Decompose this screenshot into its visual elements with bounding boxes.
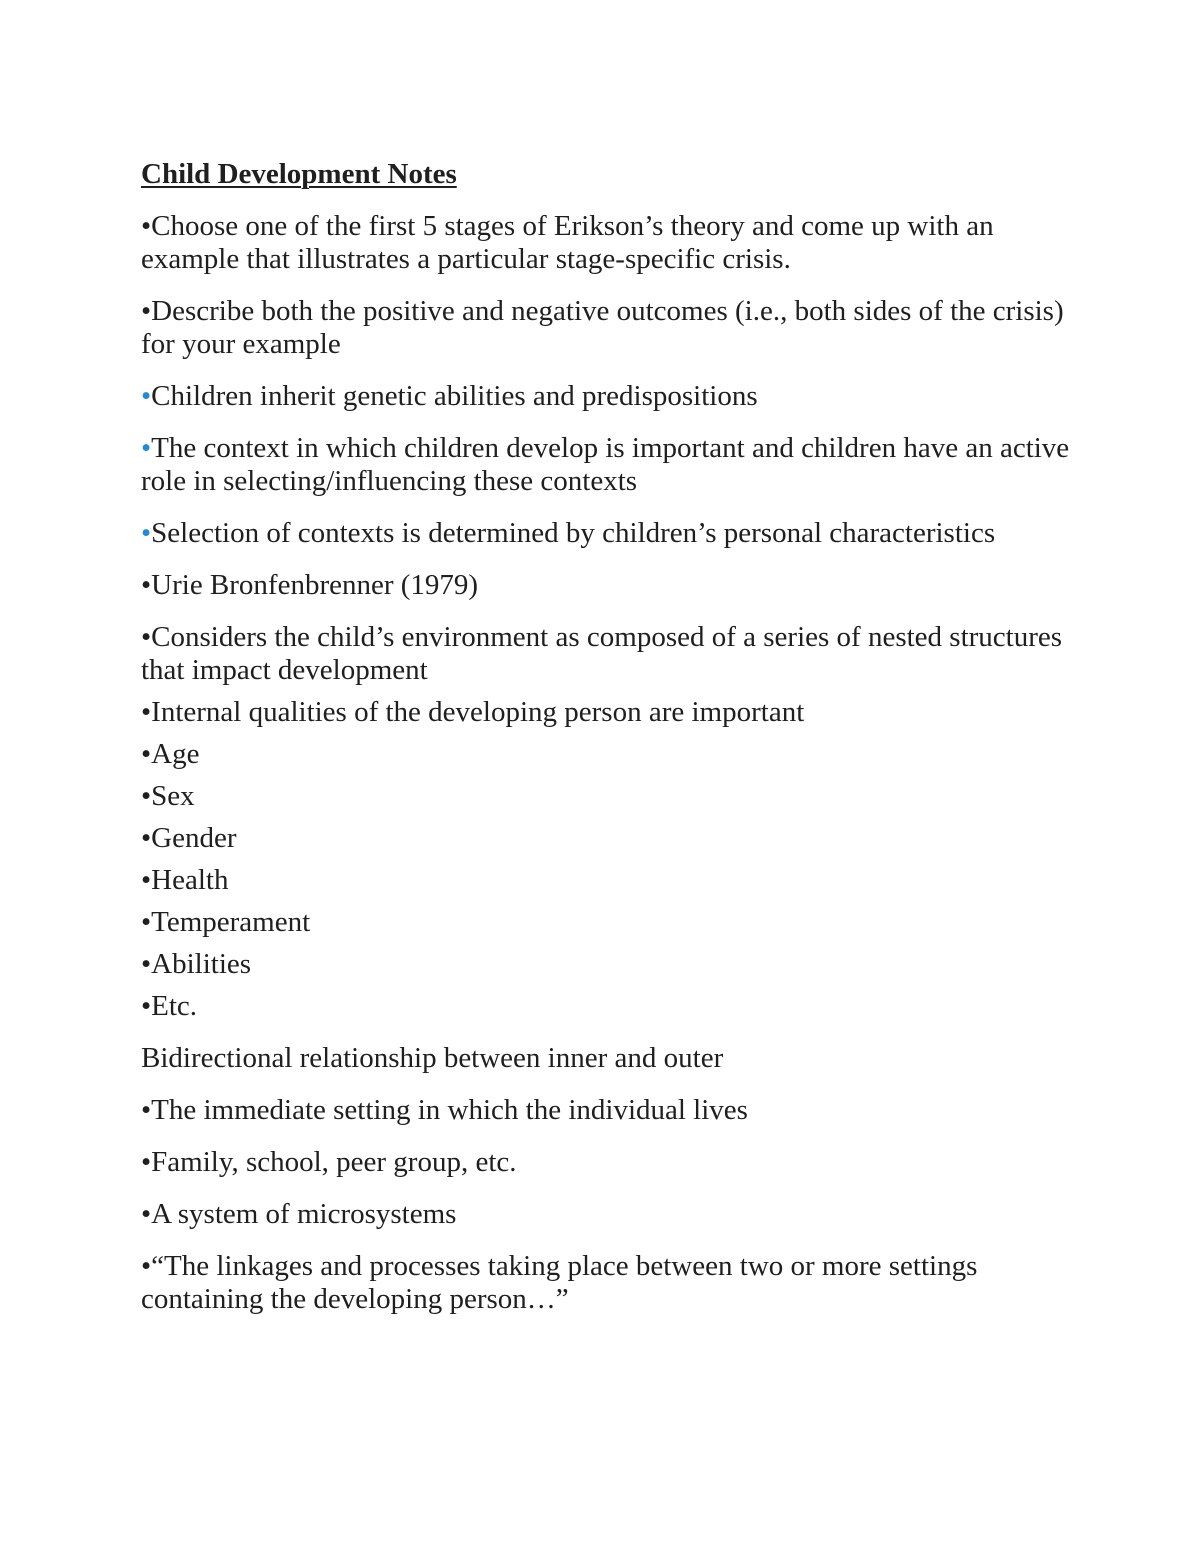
paragraph-text-12: Health xyxy=(151,864,229,896)
paragraph-13 xyxy=(141,906,1071,939)
paragraph-4 xyxy=(141,432,1071,498)
bullet-18: • xyxy=(141,1146,152,1178)
bullet-20: • xyxy=(141,1250,152,1282)
paragraph-text-14: Abilities xyxy=(151,948,252,980)
paragraph-text-11: Gender xyxy=(151,822,237,854)
paragraph-text-4: The context in which children develop is important and children have an active role in selecting/influencing these contexts xyxy=(141,432,1070,497)
paragraph-2 xyxy=(141,295,1071,361)
paragraph-text-17: The immediate setting in which the individual lives xyxy=(151,1094,748,1126)
bullet-2: • xyxy=(141,295,152,327)
paragraph-text-13: Temperament xyxy=(151,906,311,938)
paragraph-text-9: Age xyxy=(151,738,200,770)
bullet-3: • xyxy=(141,380,152,412)
paragraph-9 xyxy=(141,738,1071,771)
paragraph-14 xyxy=(141,948,1071,981)
paragraph-6 xyxy=(141,569,1071,602)
paragraph-text-6: Urie Bronfenbrenner (1979) xyxy=(151,569,479,601)
bullet-5: • xyxy=(141,517,152,549)
paragraph-text-15: Etc. xyxy=(151,990,198,1022)
bullet-4: • xyxy=(141,432,152,464)
document-title: Child Development Notes xyxy=(141,158,457,190)
paragraph-12 xyxy=(141,864,1071,897)
bullet-12: • xyxy=(141,864,152,896)
paragraph-text-7: Considers the child’s environment as composed of a series of nested structures that impact development xyxy=(141,621,1063,686)
bullet-6: • xyxy=(141,569,152,601)
paragraph-text-1: Choose one of the first 5 stages of Erikson’s theory and come up with an example that illustrates a particular stage-specific crisis. xyxy=(141,210,994,275)
document-body xyxy=(141,158,1071,1335)
paragraph-text-3: Children inherit genetic abilities and predispositions xyxy=(151,380,758,412)
paragraph-text-16: Bidirectional relationship between inner and outer xyxy=(141,1042,724,1074)
bullet-17: • xyxy=(141,1094,152,1126)
bullet-14: • xyxy=(141,948,152,980)
paragraph-text-2: Describe both the positive and negative outcomes (i.e., both sides of the crisis) for your example xyxy=(141,295,1064,360)
paragraph-text-20: “The linkages and processes taking place between two or more settings containing the developing person…” xyxy=(141,1250,978,1315)
paragraph-8 xyxy=(141,696,1071,729)
paragraph-5 xyxy=(141,517,1071,550)
bullet-9: • xyxy=(141,738,152,770)
paragraph-3 xyxy=(141,380,1071,413)
paragraph-18 xyxy=(141,1146,1071,1179)
paragraph-text-10: Sex xyxy=(151,780,195,812)
bullet-15: • xyxy=(141,990,152,1022)
bullet-1: • xyxy=(141,210,152,242)
bullet-7: • xyxy=(141,621,152,653)
paragraph-text-19: A system of microsystems xyxy=(151,1198,457,1230)
bullet-19: • xyxy=(141,1198,152,1230)
bullet-13: • xyxy=(141,906,152,938)
paragraph-11 xyxy=(141,822,1071,855)
paragraph-15 xyxy=(141,990,1071,1023)
paragraph-1 xyxy=(141,210,1071,276)
bullet-10: • xyxy=(141,780,152,812)
paragraph-20 xyxy=(141,1250,1071,1316)
paragraph-10 xyxy=(141,780,1071,813)
paragraph-16 xyxy=(141,1042,1071,1075)
paragraph-19 xyxy=(141,1198,1071,1231)
paragraph-7 xyxy=(141,621,1071,687)
bullet-8: • xyxy=(141,696,152,728)
bullet-11: • xyxy=(141,822,152,854)
paragraph-17 xyxy=(141,1094,1071,1127)
paragraph-text-5: Selection of contexts is determined by children’s personal characteristics xyxy=(151,517,996,549)
paragraph-text-18: Family, school, peer group, etc. xyxy=(151,1146,517,1178)
paragraph-text-8: Internal qualities of the developing person are important xyxy=(151,696,805,728)
